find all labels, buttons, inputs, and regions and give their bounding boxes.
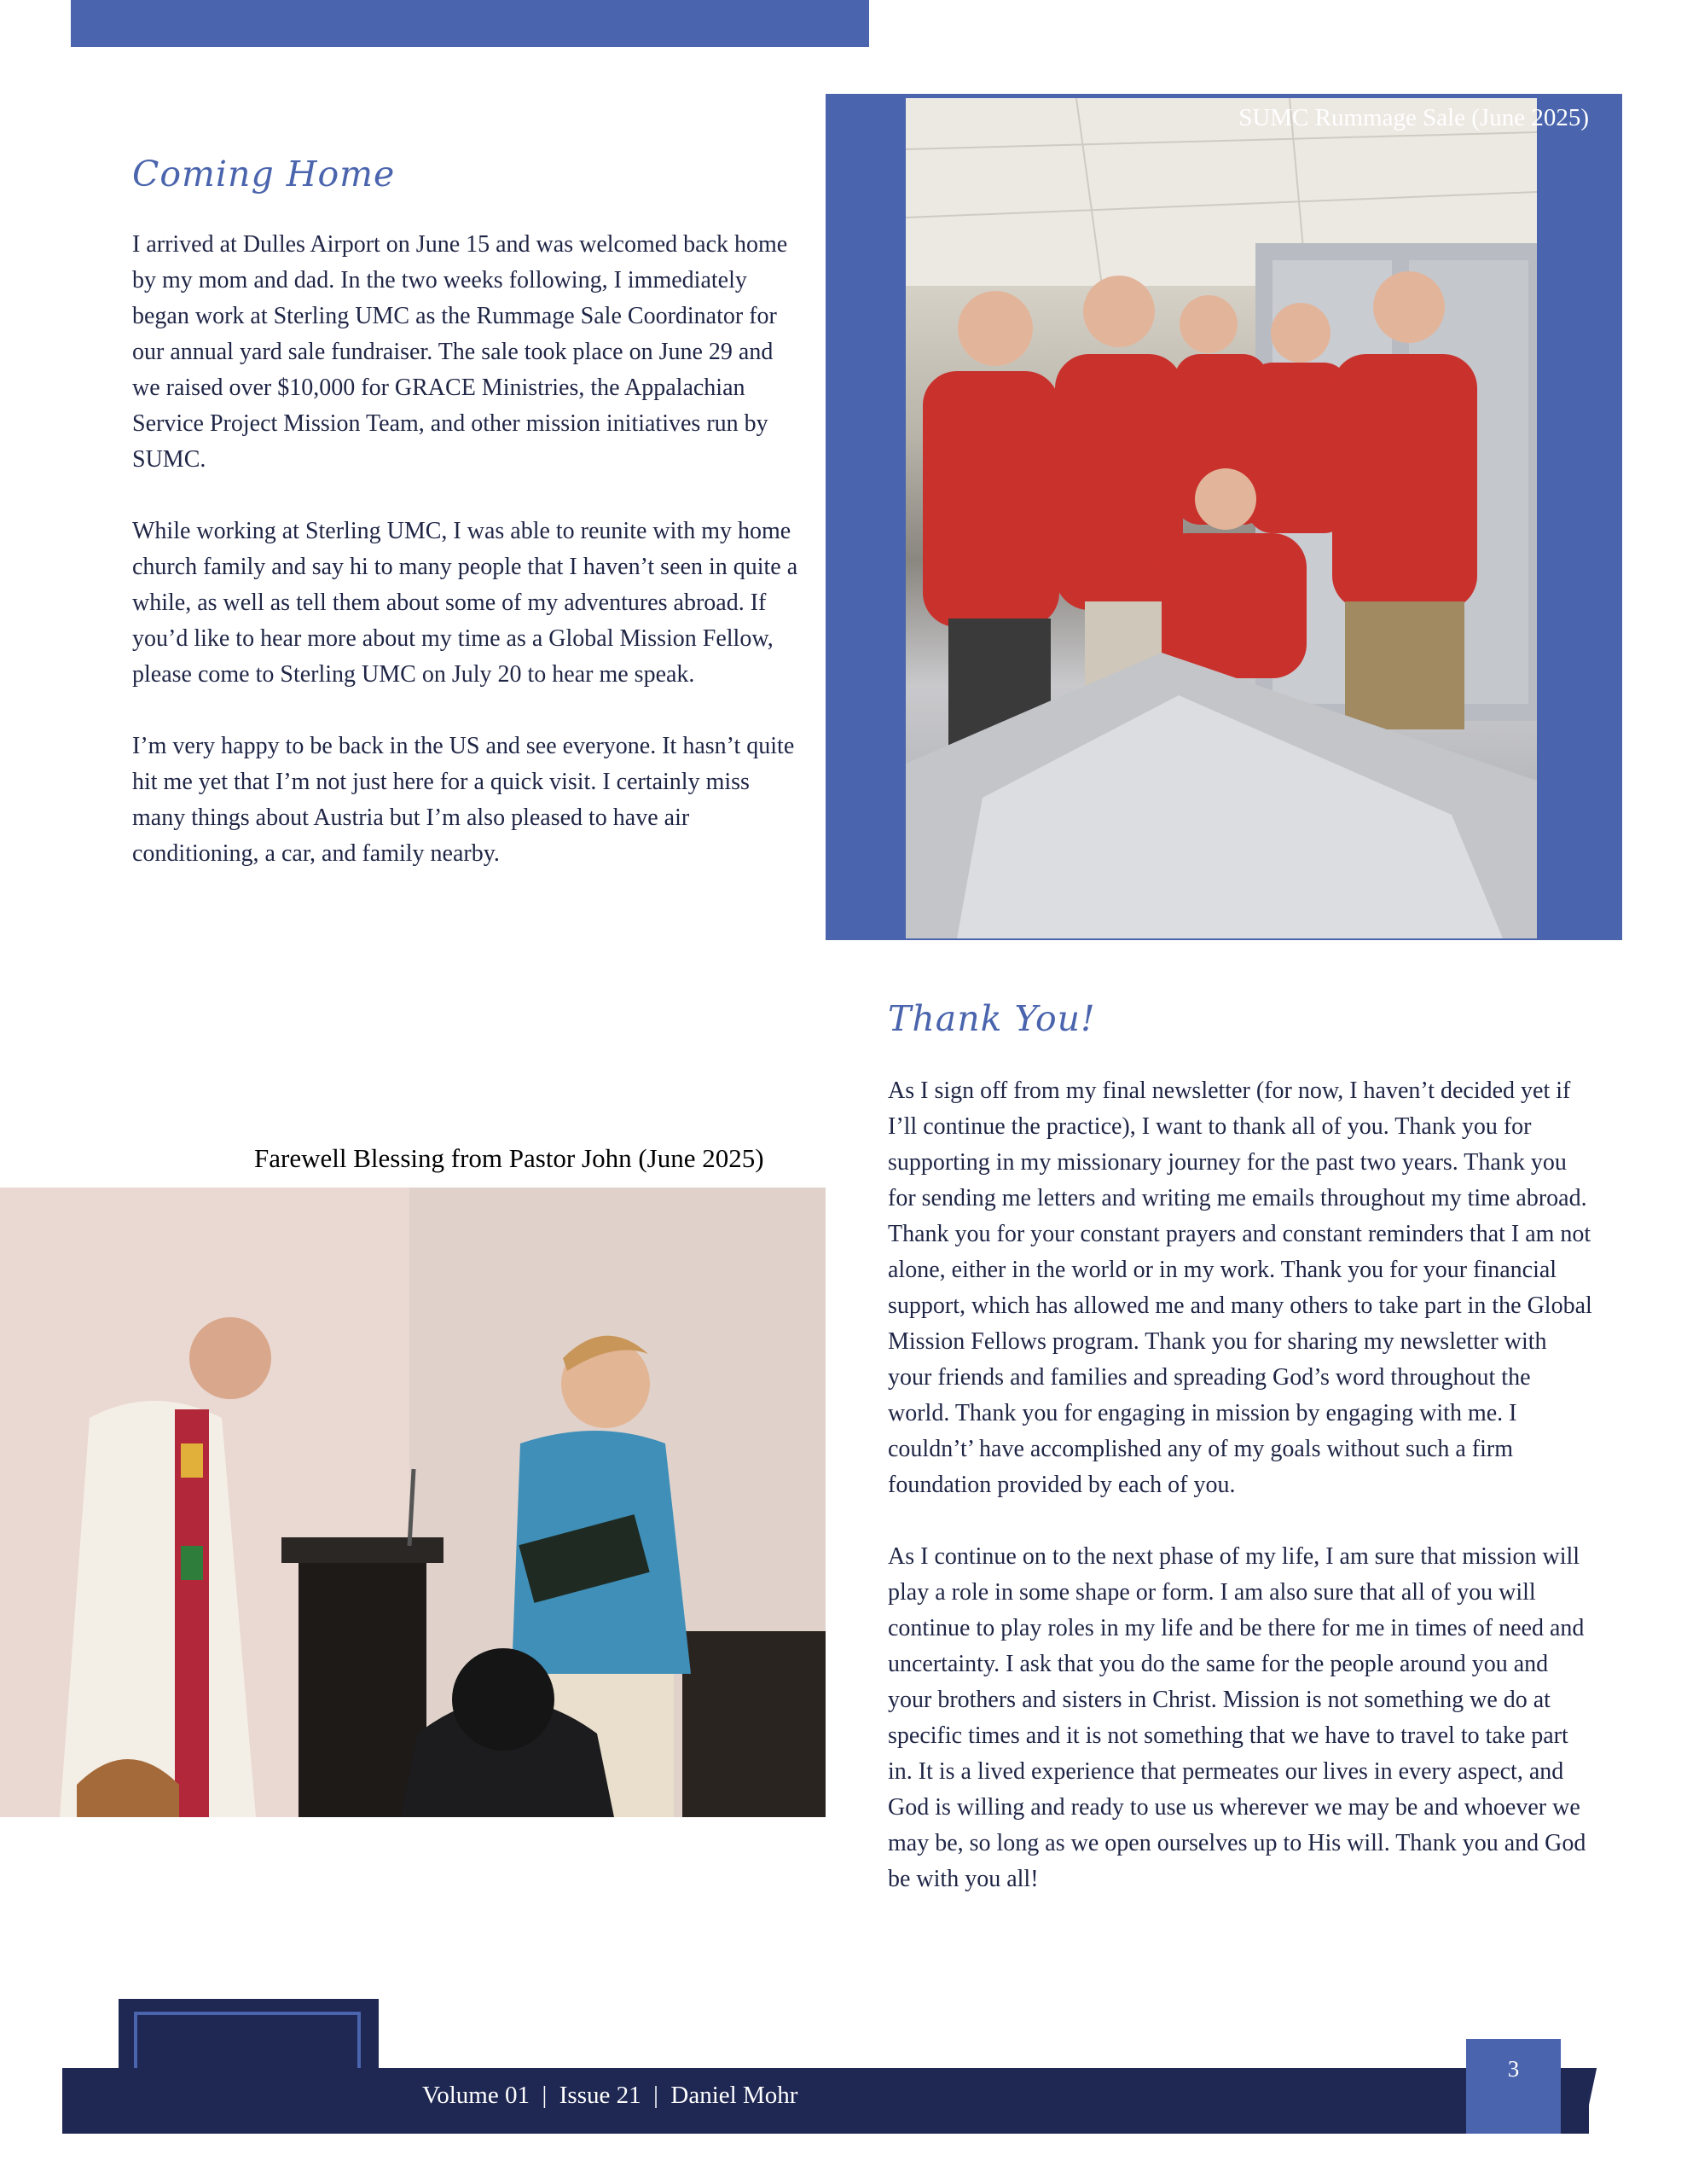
coming-home-paragraph-1: I arrived at Dulles Airport on June 15 and was welcomed back home by my mom and dad. In the two weeks following, I immediately began work at Sterling UMC as the Rummage Sale Coordinator for our annual yard sale fundraiser. The sale took place on June 29 and we raised over $10,000 for GRACE Ministries, the Appalachian Service Project Mission Team, and other mission initiatives run by SUMC. bbox=[132, 231, 788, 473]
rummage-photo-caption: SUMC Rummage Sale (June 2025) bbox=[1238, 104, 1589, 131]
top-accent-bar bbox=[71, 0, 869, 47]
thank-you-heading: Thank You! bbox=[888, 998, 1096, 1039]
footer-issue-info: Volume 01 | Issue 21 | Daniel Mohr bbox=[422, 2082, 798, 2109]
page-number: 3 bbox=[1507, 2056, 1520, 2082]
coming-home-body bbox=[132, 227, 806, 872]
coming-home-section bbox=[132, 154, 806, 908]
coming-home-heading: Coming Home bbox=[132, 154, 396, 195]
thank-you-paragraph-1: As I sign off from my final newsletter (for now, I haven’t decided yet if I’ll continue the practice), I want to thank all of you. Thank you for supporting in my missionary journey for the past two years. Thank you for sending me letters and writing me emails throughout my time abroad. Thank you for your constant prayers and constant reminders that I am not alone, either in the world or in my work. Thank you for your financial support, which has allowed me and many others to take part in the Global Mission Fellows program. Thank you for sharing my newsletter with your friends and families and spreading God’s word throughout the world. Thank you for engaging in mission by engaging with me. I couldn’t’ have accomplished any of my goals without such a firm foundation provided by each of you. bbox=[888, 1077, 1592, 1498]
thank-you-paragraph-2: As I continue on to the next phase of my life, I am sure that mission will play a role in some shape or form. I am also sure that all of you will continue to play roles in my life and be there for me in times of need and uncertainty. I ask that you do the same for the people around you and your brothers and sisters in Christ. Mission is not something we do at specific times and it is not something that we have to travel to take part in. It is a lived experience that permeates our lives in every aspect, and God is willing and ready to use us wherever we may be and whoever we may be, so long as we open ourselves up to His will. Thank you and God be with you all! bbox=[888, 1543, 1586, 1892]
farewell-blessing-photo bbox=[0, 1188, 826, 1817]
thank-you-body bbox=[888, 1073, 1596, 1897]
thank-you-section bbox=[888, 998, 1596, 1933]
rummage-sale-photo bbox=[906, 98, 1537, 938]
coming-home-paragraph-2: While working at Sterling UMC, I was able to reunite with my home church family and say hi to many people that I haven’t seen in quite a while, as well as tell them about some of my adventures abroad. If you’d like to hear more about my time as a Global Mission Fellow, please come to Sterling UMC on July 20 to hear me speak. bbox=[132, 518, 798, 688]
rummage-photo-illustration bbox=[906, 98, 1537, 938]
footer-bar bbox=[62, 2068, 1589, 2134]
farewell-photo-illustration bbox=[0, 1188, 826, 1817]
coming-home-paragraph-3: I’m very happy to be back in the US and see everyone. It hasn’t quite hit me yet that I’m not just here for a quick visit. I certainly miss many things about Austria but I’m also pleased to have air conditioning, a car, and family nearby. bbox=[132, 733, 795, 867]
farewell-photo-caption: Farewell Blessing from Pastor John (June 2025) bbox=[254, 1143, 764, 1173]
